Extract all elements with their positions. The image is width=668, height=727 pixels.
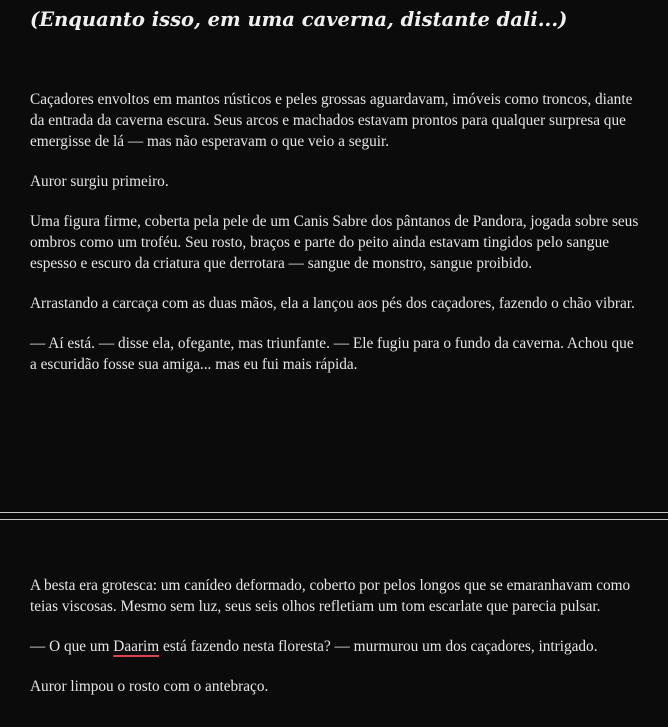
paragraph-text-after: está fazendo nesta floresta? — murmurou um dos caçadores, intrigado. xyxy=(159,638,598,655)
paragraph-with-link xyxy=(30,636,642,657)
paragraph: Uma figura firme, coberta pela pele de um Canis Sabre dos pântanos de Pandora, jogada sobre seus ombros como um troféu. Seu rosto, braços e parte do peito ainda estavam tingidos pelo sangue espesso e escuro da criatura que derrotara — sangue de monstro, sangue proibido. xyxy=(30,213,639,272)
paragraph: A besta era grotesca: um canídeo deformado, coberto por pelos longos que se emaranhavam como teias viscosas. Mesmo sem luz, seus seis olhos refletiam um tom escarlate que parecia pulsar. xyxy=(30,577,631,615)
paragraph: — Aí está. — disse ela, ofegante, mas triunfante. — Ele fugiu para o fundo da caverna. Achou que a escuridão fosse sua amiga... mas eu fui mais rápida. xyxy=(30,335,634,373)
paragraph: Arrastando a carcaça com as duas mãos, ela a lançou aos pés dos caçadores, fazendo o chão vibrar. xyxy=(30,295,635,312)
paragraph: Auror surgiu primeiro. xyxy=(30,173,169,190)
scene-divider-top xyxy=(0,512,668,513)
section-heading: (Enquanto isso, em uma caverna, distante dali...) xyxy=(30,8,568,31)
paragraph-text-before: — O que um xyxy=(30,638,114,655)
story-section-2 xyxy=(30,575,642,697)
paragraph: Caçadores envoltos em mantos rústicos e peles grossas aguardavam, imóveis como troncos, diante da entrada da caverna escura. Seus arcos e machados estavam prontos para qualquer surpresa que emergisse de lá — mas não esperavam o que veio a seguir. xyxy=(30,91,633,150)
paragraph: Auror limpou o rosto com o antebraço. xyxy=(30,678,269,695)
daarim-link[interactable]: Daarim xyxy=(113,638,160,655)
scene-divider-bottom xyxy=(0,519,668,520)
story-section-1 xyxy=(30,89,642,375)
